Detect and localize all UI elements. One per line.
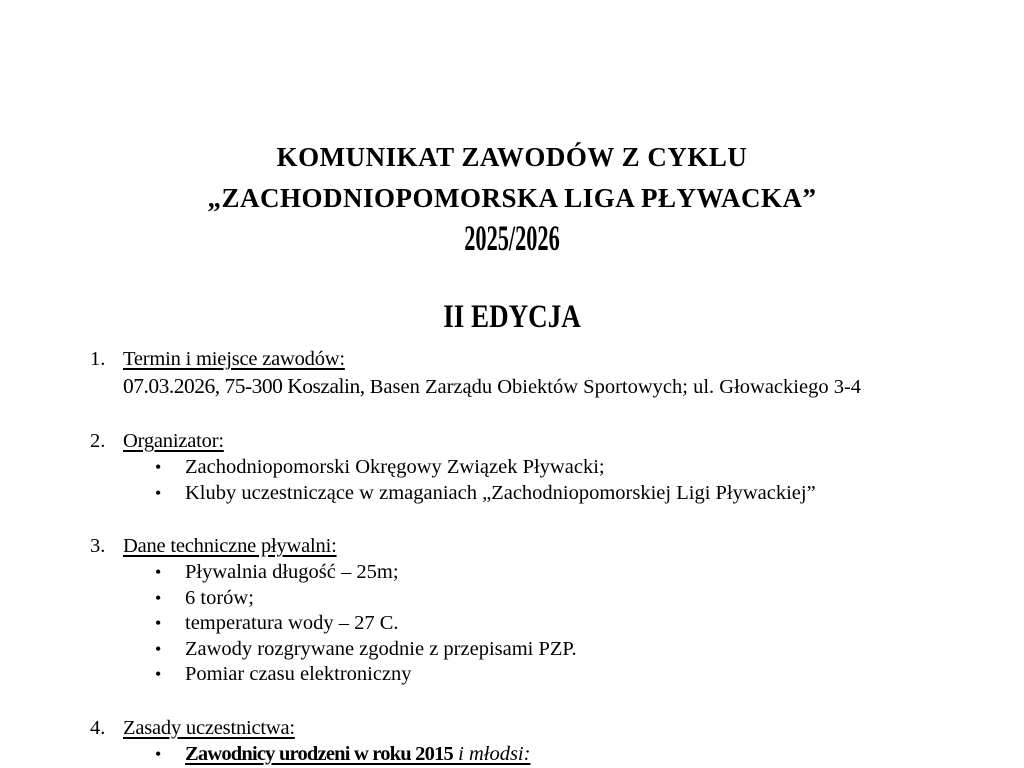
bullet-item [90,455,964,481]
bullet-icon: • [155,587,162,608]
bullet-item [90,586,964,612]
bullet-icon: • [155,457,162,477]
text-run: Pływalnia długość – 25m; [185,561,399,583]
section-heading: Organizator: [123,430,224,452]
bullet-icon: • [155,482,162,503]
section-heading: Zasady uczestnictwa: [123,716,295,739]
section-heading-row [90,533,964,560]
title-block [0,0,1024,334]
text-run: Pomiar czasu elektroniczny [185,663,412,685]
text-run: Basen Zarządu Obiektów Sportowych; ul. Głowackiego 3-4 [364,376,862,398]
document-title-line-2: „ZACHODNIOPOMORSKA LIGA PŁYWACKA” [207,183,817,213]
bullet-item [90,662,964,688]
text-run: i młodsi: [453,742,531,765]
section-heading-row [90,715,964,742]
edition-heading: II EDYCJA [443,299,581,335]
text-run: 07.03.2026, 75-300 Koszalin, [123,374,365,398]
section-2 [90,428,964,506]
document-title-line-1: KOMUNIKAT ZAWODÓW Z CYKLU [276,142,748,172]
section-number: 4. [90,716,106,739]
bullet-item [90,481,964,507]
section-1 [90,346,964,401]
sections-list [0,346,1024,767]
section-heading-row [90,346,964,373]
bullet-icon: • [155,613,162,633]
bullet-text [185,638,577,660]
bullet-icon: • [155,638,162,659]
bullet-item [90,611,964,637]
text-run: 6 torów; [185,586,254,609]
text-run: Zawody rozgrywane zgodnie z przepisami PZP. [185,637,577,660]
text-run: Zachodniopomorski Okręgowy Związek Pływacki; [185,456,605,478]
bullet-text [185,587,254,609]
section-3 [90,533,964,688]
bullet-text [185,743,530,765]
section-number: 2. [90,430,106,452]
bullet-item [90,637,964,663]
bullet-text [185,561,399,583]
section-number: 1. [90,348,106,370]
bullet-icon: • [155,562,162,582]
section-heading: Termin i miejsce zawodów: [123,348,345,370]
section-heading-row [90,428,964,455]
bullet-text [185,663,412,685]
bullet-icon: • [155,743,162,764]
section-continuation-line [90,373,964,401]
bullet-text [185,612,399,634]
bullet-text [185,456,605,478]
document-title-season: 2025/2026 [464,218,560,258]
text-run: Zawodnicy urodzeni w roku 2015 [185,742,453,765]
text-run: temperatura wody – 27 C. [185,612,399,634]
section-heading: Dane techniczne pływalni: [123,535,337,557]
section-number: 3. [90,535,106,557]
section-4 [90,715,964,768]
bullet-item [90,560,964,586]
bullet-icon: • [155,664,162,684]
text-run: Kluby uczestniczące w zmaganiach „Zachodniopomorskiej Ligi Pływackiej” [185,481,816,504]
bullet-item [90,742,964,768]
bullet-text [185,482,816,504]
